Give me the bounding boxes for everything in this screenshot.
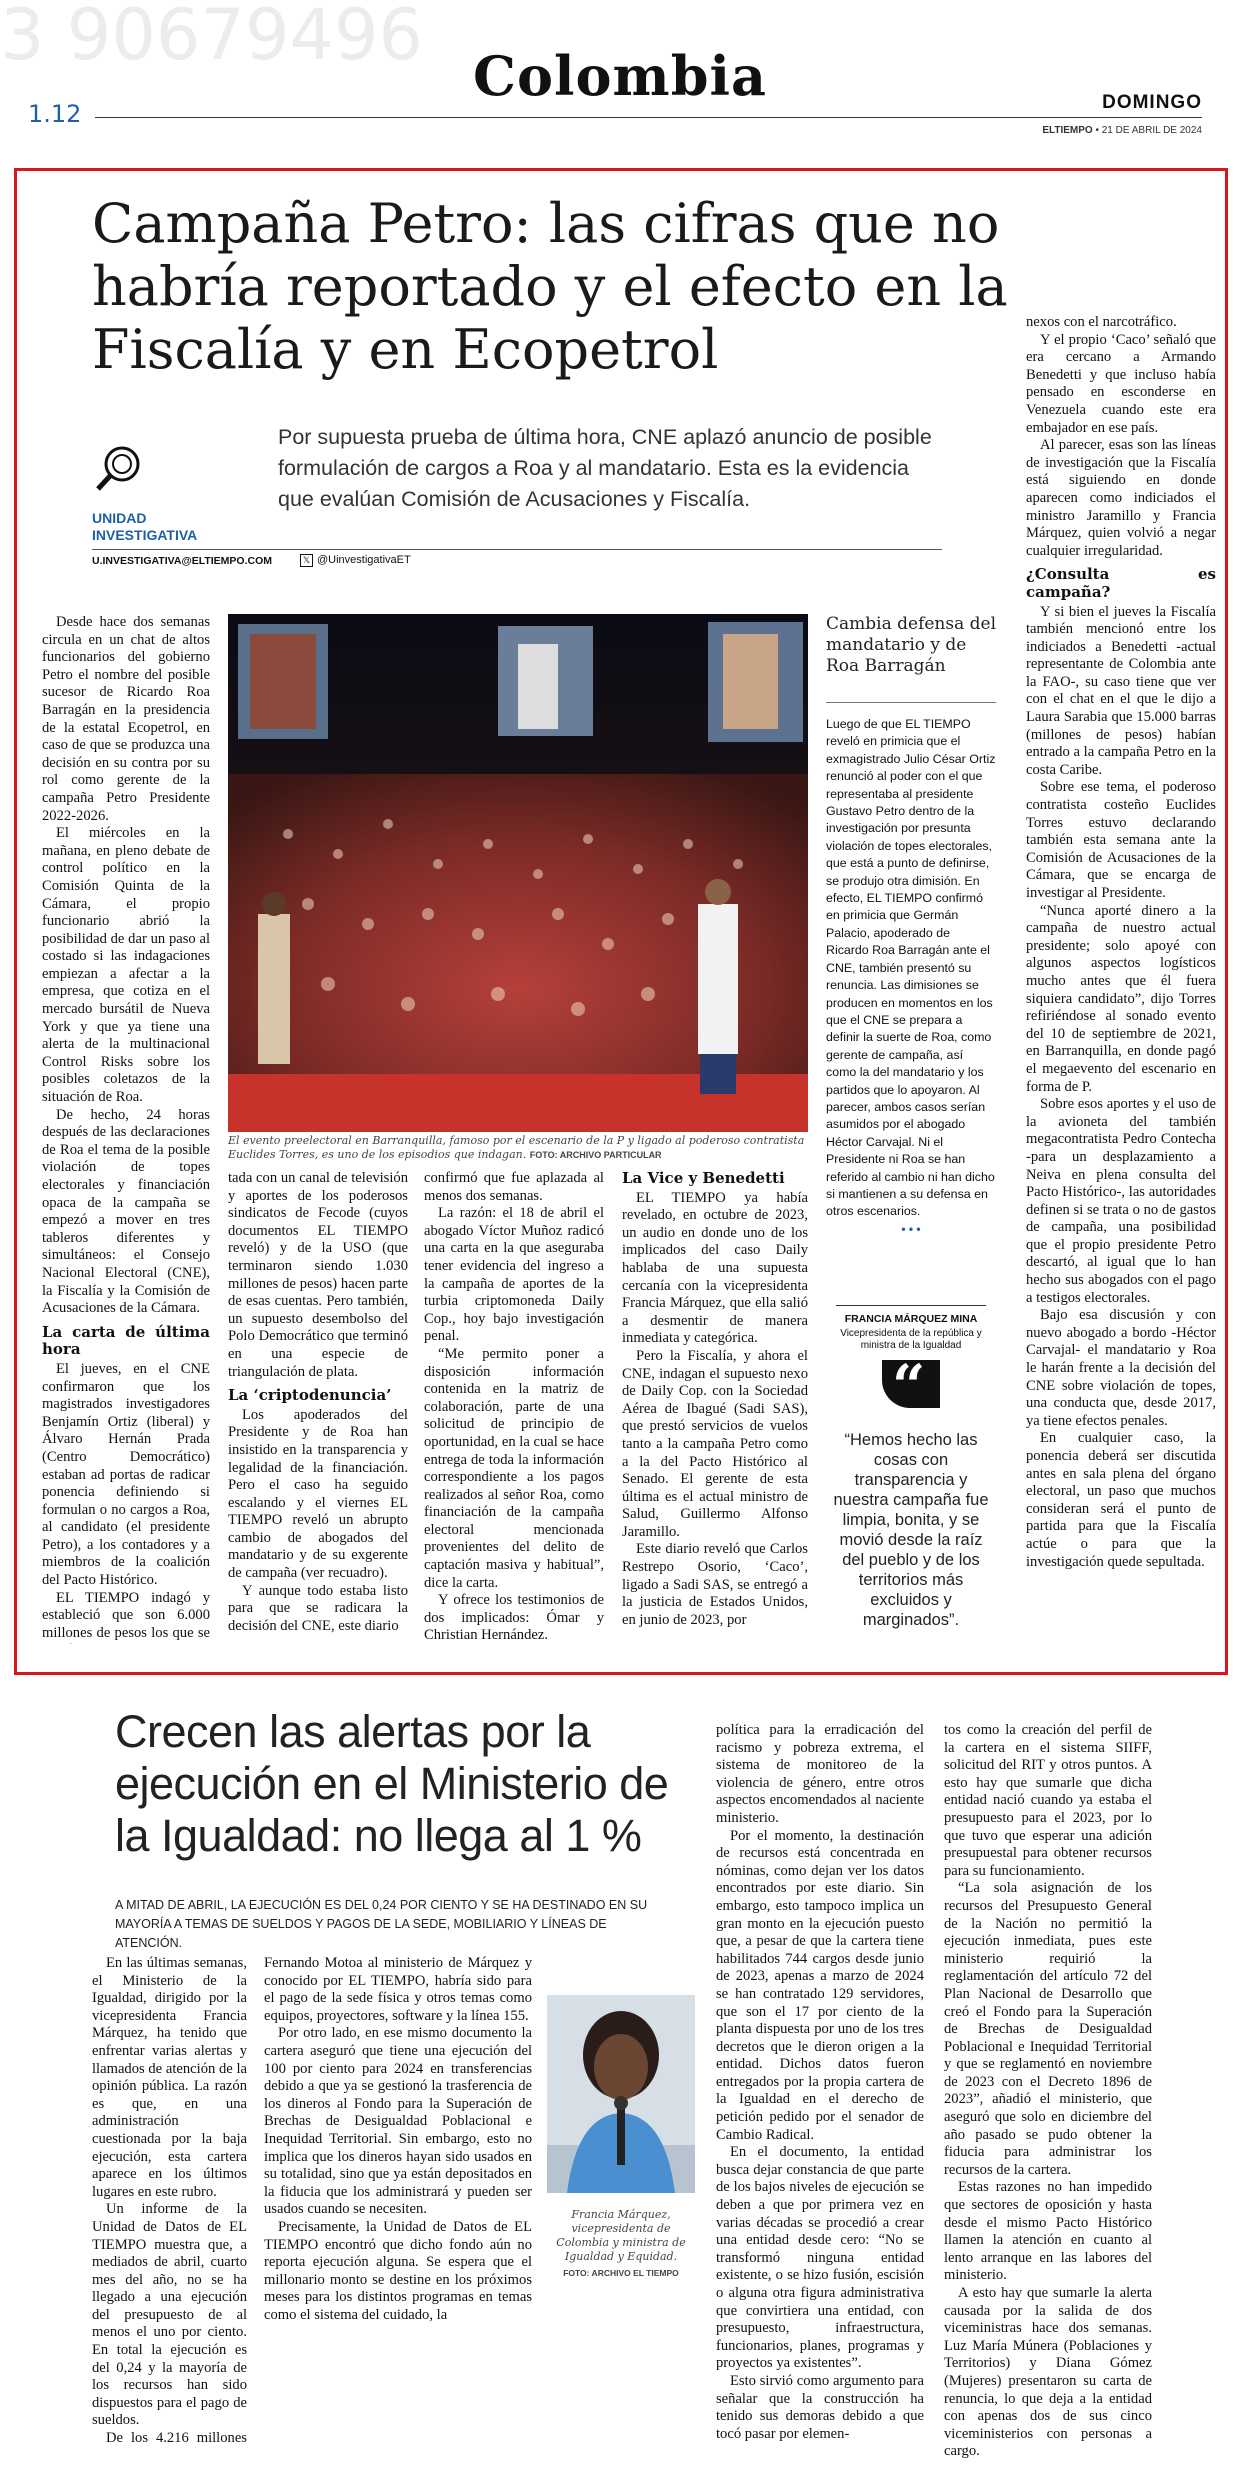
byline-email: U.INVESTIGATIVA@ELTIEMPO.COM bbox=[92, 555, 272, 567]
page-number bbox=[28, 100, 81, 128]
paragraph: Por otro lado, en ese mismo documento la cartera aseguró que tiene una ejecución del 100 por ciento para 2024 en transferencias debido a que ya se gestionó la trasferencia de los dineros al Fondo para la Superación de Brechas de Desigualdad Poblacional e Inequidad Territorial. Sin embargo, esto no implica que los dineros hayan sido usados en su totalidad, sino que ya están depositados en la fiducia que los administrará y pueden ser usados cuando se necesiten. bbox=[264, 2025, 532, 2218]
page-number-text: 1.12 bbox=[28, 100, 82, 128]
top-column-1 bbox=[42, 614, 210, 1644]
sidebar-dots: • • • bbox=[901, 1222, 921, 1236]
minister-photo bbox=[547, 1995, 695, 2193]
pull-quote: “Hemos hecho las cosas con transparencia y nuestra campaña fue limpia, bonita, y se movió desde la raíz del pueblo y de los territorios más excluidos y marginados”. bbox=[833, 1431, 989, 1629]
paragraph: Esto sirvió como argumento para señalar que la construcción ha tenido sus demoras debido a que tocó pasar por elemen- bbox=[716, 2372, 924, 2442]
sidebar-box-rule bbox=[826, 702, 996, 703]
paragraph: Sobre ese tema, el poderoso contratista costeño Euclides Torres estuvo declarando también esta semana ante la Comisión de Acusaciones de la Cámara, que se encarga de investigar al Presidente. bbox=[1026, 779, 1216, 901]
bottom-headline: Crecen las alertas por la ejecución en el Ministerio de la Igualdad: no llega al 1 % bbox=[115, 1706, 669, 1861]
paragraph: Los apoderados del Presidente y de Roa han insistido en la transparencia y legalidad de la financiación. Pero el caso ha seguido escalando y el viernes EL TIEMPO reveló un abrupto cambio de abogados del mandatario y de su exgerente de campaña (ver recuadro). bbox=[228, 1406, 408, 1582]
top-column-2 bbox=[228, 1170, 408, 1645]
paragraph: Pero la Fiscalía, y ahora el CNE, indagan el supuesto nexo de Daily Cop. con la Sociedad Aérea de Ibagué (Sadi SAS), que prestó servicios de vuelos tanto a la campaña Petro como a la del Pacto Histórico al Senado. El gerente de esta última es el actual ministro de Salud, Guillermo Alfonso Jaramillo. bbox=[622, 1347, 808, 1540]
subhead: ¿Consulta es campaña? bbox=[1026, 565, 1216, 601]
photo-caption-main-text: El evento preelectoral en Barranquilla, famoso por el escenario de la P y ligado al poderoso contratista Euclides Torres, es uno de los episodios que indagan. bbox=[228, 1134, 805, 1161]
paragraph: A esto hay que sumarle la alerta causada por la salida de dos viceministras hace dos semanas. Luz María Múnera (Poblaciones y Territorios) y Diana Gómez (Mujeres) presentaron su carta de renuncia, lo que deja a la entidad con apenas dos de sus cinco viceministerios con personas a cargo. bbox=[944, 2285, 1152, 2460]
paragraph: “Me permito poner a disposición información contenida en la matriz de colaboración, parte de una solicitud de principio de oportunidad, en la cual se hace entrega de toda la información correspondiente a los pagos realizados al señor Roa, como financiación de la campaña electoral mencionada provenientes del delito de captación masiva y habitual”, dice la carta. bbox=[424, 1345, 604, 1591]
unit-label: UNIDAD INVESTIGATIVA bbox=[92, 510, 198, 543]
paragraph: Y si bien el jueves la Fiscalía también mencionó entre los indiciados a Benedetti -actual representante de Colombia ante la FAO-, su caso tiene que ver con el chat en el que le dijo a Laura Sarabia que 15.000 barras (millones de pesos) habían entrado a la campaña Petro en la costa Caribe. bbox=[1026, 603, 1216, 778]
paragraph: Desde hace dos semanas circula en un chat de altos funcionarios del gobierno Petro el nombre del posible sucesor de Ricardo Roa Barragán en la presidencia de la estatal Ecopetrol, en caso de que se produzca una decisión en su contra por su rol como gerente de la campaña Petro Presidente 2022-2026. bbox=[42, 614, 210, 824]
top-column-4 bbox=[622, 1170, 808, 1645]
minister-photo-credit: FOTO: ARCHIVO EL TIEMPO bbox=[563, 2268, 679, 2278]
paragraph: Estas razones no han impedido que sectores de oposición y hasta desde el mismo Pacto Histórico llamen la atención en cuanto al lento arranque en las labores del ministerio. bbox=[944, 2179, 1152, 2284]
paragraph: En cualquier caso, la ponencia deberá ser discutida antes en sala plena del órgano electoral, un paso que muchos consideran será el punto de partida para que la Fiscalía actúe o para que la investigación quede sepultada. bbox=[1026, 1430, 1216, 1570]
section-title: Colombia bbox=[473, 44, 767, 108]
paragraph: Y ofrece los testimonios de dos implicados: Ómar y Christian Hernández. bbox=[424, 1592, 604, 1644]
social-handle bbox=[300, 554, 411, 567]
paragraph: política para la erradicación del racismo y pobreza extrema, el sistema de monitoreo de la violencia de género, entre otros aspectos encomendados al naciente ministerio. bbox=[716, 1722, 924, 1826]
header-rule bbox=[95, 117, 1202, 118]
paragraph: El jueves, en el CNE confirmaron que los magistrados investigadores Benjamín Ortiz (liberal) y Álvaro Hernán Prada (Centro Democrático) estaban ad portas de radicar ponencia definiendo si formulan o no cargos a Roa, al candidato (el presidente Petro), a los contadores y a miembros de la coalición del Pacto Histórico. bbox=[42, 1360, 210, 1589]
paragraph: tada con un canal de televisión y aportes de los poderosos sindicatos de Fecode (cuyos documentos EL TIEMPO reveló) y de la USO (que terminaron siendo 1.030 millones de pesos) hacen parte de esas cuentas. Pero también, un supuesto desembolso del Polo Democrático que terminó en una especie de triangulación de plata. bbox=[228, 1170, 408, 1380]
page-watermark: 3 90679496 bbox=[0, 0, 424, 76]
paragraph: De los 4.216 millones bbox=[106, 2430, 247, 2445]
sidebar-box-text: Luego de que EL TIEMPO reveló en primicia que el exmagistrado Julio César Ortiz renunció al poder con el que representaba al presidente Gustavo Petro dentro de la investigación por presunta violación de topes electorales, que está a punto de definirse, se produjo otra dimisión. En efecto, EL TIEMPO confirmó en primicia que Germán Palacio, apoderado de Ricardo Roa Barragán ante el CNE, también presentó su renuncia. Las dimisiones se producen en momentos en los que el CNE se prepara a definir la suerte de Roa, como gerente de campaña, así como la del mandatario y los partidos que lo apoyaron. Al parecer, ambos casos serían asumidos por el abogado Héctor Carvajal. Ni el Presidente ni Roa se han referido al cambio ni han dicho si mantienen a su defensa en otros escenarios. bbox=[826, 717, 996, 1219]
paragraph: Por el momento, la destinación de recursos está concentrada en nóminas, como dejan ver los datos encontrados por este diario. Sin embargo, esto tampoco implica un gran monto en la ejecución puesto que, a pesar de que la cartera tiene habilitados 744 cargos desde junio de 2023, apenas a marzo de 2024 se han contratado 129 servidores, que son el 17 por ciento de la planta dispuesta por uno de los tres decretos que le dieron origen a la entidad. Dichos datos fueron entregados por la propia cartera de la Igualdad en el derecho de petición pedido por el senador de Cambio Radical. bbox=[716, 1827, 924, 2143]
paragraph: “La sola asignación de los recursos del Presupuesto General de la Nación no permitió la ejecución inmediata, pues este ministerio requirió la reglamentación del artículo 72 del Plan Nacional de Desarrollo que creó el Fondo para la Superación de Brechas de Desigualdad Poblacional e Inequidad Territorial y que se reglamentó en noviembre de 2023 con el Decreto 1896 de 2023”, añadió el ministerio, que aseguró que solo en diciembre del año pasado se pudo obtener la fiducia para administrar los recursos de la cartera. bbox=[944, 1880, 1152, 2178]
paragraph: Este diario reveló que Carlos Restrepo Osorio, ‘Caco’, ligado a Sadi SAS, se entregó a la justicia de Estados Unidos, en junio de 2023, por bbox=[622, 1541, 808, 1628]
top-column-5 bbox=[1026, 314, 1216, 1649]
paragraph: EL TIEMPO indagó y estableció que son 6.000 millones de pesos los que se bbox=[42, 1589, 210, 1641]
header-date-text: • 21 DE ABRIL DE 2024 bbox=[1092, 125, 1202, 136]
event-photo bbox=[228, 614, 808, 1132]
paragraph: La razón: el 18 de abril el abogado Víctor Muñoz radicó una carta en la que aseguraba tener evidencia del ingreso a la campaña de aportes de la turbia criptomoneda Daily Cop., hoy bajo investigación penal. bbox=[424, 1205, 604, 1345]
paragraph: “Nunca aporté dinero a la campaña de nuestro actual presidente; solo apoyé con algunos aspectos logísticos mucho antes que él fuera siquiera candidato”, dijo Torres refiriéndose al sonado evento del 10 de septiembre de 2021, en Barranquilla, en donde pagó el megaevento del escenario en forma de P. bbox=[1026, 902, 1216, 1095]
paragraph: En el documento, la entidad busca dejar constancia de que parte de los bajos niveles de ejecución se deben a que por primera vez en varias décadas se procedió a crear una entidad desde cero: “No se transformó ninguna entidad existente, o se hizo fusión, escisión o alguna otra figura administrativa que convirtiera una entidad, con presupuesto, infraestructura, funcionarios, planes, programas y proyectos ya existentes”. bbox=[716, 2144, 924, 2372]
minister-photo-caption: Francia Márquez, vicepresidenta de Colombia y ministra de Igualdad y Equidad. bbox=[556, 2208, 686, 2263]
bottom-column-3 bbox=[716, 1722, 924, 2462]
quote-rule bbox=[836, 1305, 986, 1306]
paragraph: Al parecer, esas son las líneas de investigación que la Fiscalía está siguiendo en donde aparecen como indiciados el ministro Jaramillo y Francia Márquez, quien volvió a negar cualquier irregularidad. bbox=[1026, 437, 1216, 559]
paragraph: tos como la creación del perfil de la cartera en el sistema SIIFF, solicitud del RIT y otros puntos. A esto hay que sumarle que dicha entidad nació cuando ya estaba el presupuesto para el 2023, por lo que tuvo que esperar una adición presupuestal para obtener recursos para su funcionamiento. bbox=[944, 1722, 1152, 1879]
subhead: La ‘criptodenuncia’ bbox=[228, 1386, 392, 1405]
svg-text:“: “ bbox=[892, 1360, 926, 1408]
paragraph: El miércoles en la mañana, en pleno debate de control político en la Comisión Quinta de la Cámara, el propio funcionario abrió la posibilidad de dar un paso al costado si las indagaciones empiezan a afectar a la empresa, que cotiza en el mercado bursátil de Nueva York y que ya tiene una alerta de la multinacional Control Risks sobre los posibles coletazos de la situación de Roa. bbox=[42, 825, 210, 1106]
quote-role: Vicepresidenta de la república y ministra de la Igualdad bbox=[840, 1328, 982, 1351]
paragraph: confirmó que fue aplazada al menos dos semanas. bbox=[424, 1170, 604, 1204]
paragraph: Precisamente, la Unidad de Datos de EL TIEMPO encontró que dicho fondo aún no reporta ejecución alguna. Se espera que el millonario monto se destine en los próximos meses para los distintos programas en temas como el sistema del cuidado, la bbox=[264, 2218, 532, 2323]
header-brand: ELTIEMPO bbox=[1042, 125, 1093, 136]
bottom-column-1 bbox=[92, 1955, 247, 2445]
header-day: DOMINGO bbox=[1102, 92, 1202, 113]
paragraph: nexos con el narcotráfico. bbox=[1026, 314, 1177, 330]
paragraph: Bajo esa discusión y con nuevo abogado a bordo -Héctor Carvajal- el mandatario y Roa le harán frente a la decisión del CNE sobre violación de topes, una conducta que, desde 2017, ya tiene efectos penales. bbox=[1026, 1307, 1216, 1429]
top-headline: Campaña Petro: las cifras que no habría reportado y el efecto en la Fiscalía y en Ecopetrol bbox=[92, 192, 1008, 381]
paragraph: EL TIEMPO ya había revelado, en octubre de 2023, un audio en donde uno de los implicados del caso Daily hablaba de una supuesta cercanía con la vicepresidenta Francia Márquez, que ella salió a desmentir de manera inmediata y categórica. bbox=[622, 1189, 808, 1347]
paragraph: De hecho, 24 horas después de las declaraciones de Roa el tema de la posible violación de topes electorales y financiación opaca de la campaña se empezó a mover en tres tableros diferentes y simultáneos: el Consejo Nacional Electoral (CNE), la Fiscalía y la Comisión de Acusaciones de la Cámara. bbox=[42, 1106, 210, 1317]
paragraph: Fernando Motoa al ministerio de Márquez y conocido por EL TIEMPO, habría sido para el pago de la sede física y otros temas como equipos, proyectores, software y la línea 155. bbox=[264, 1955, 532, 2024]
header-date bbox=[1042, 125, 1202, 136]
magnifier-icon bbox=[94, 442, 146, 494]
paragraph: Un informe de la Unidad de Datos de EL TIEMPO muestra que, a mediados de abril, cuarto mes del año, no se ha llegado a una ejecución del presupuesto de al menos el uno por ciento. En total la ejecución es del 0,24 y la mayoría de los recursos han sido dispuestos para el pago de sueldos. bbox=[92, 2201, 247, 2429]
bottom-column-2 bbox=[264, 1955, 532, 2445]
photo-caption-main bbox=[228, 1134, 808, 1162]
paragraph: Y aunque todo estaba listo para que se radicara la decisión del CNE, este diario bbox=[228, 1582, 408, 1634]
paragraph: Sobre esos aportes y el uso de la avioneta del también megacontratista Pedro Contecha -para un desplazamiento a Neiva en plena consulta del Pacto Histórico-, las autoridades definen si se trata o no de gastos de campaña, una posibilidad que el propio presidente Petro descartó, al igual que lo han hecho sus abogados con el pago a testigos electorales. bbox=[1026, 1096, 1216, 1306]
bottom-dek: A MITAD DE ABRIL, LA EJECUCIÓN ES DEL 0,24 POR CIENTO Y SE HA DESTINADO EN SU MAYORÍA A TEMAS DE SUELDOS Y PAGOS DE LA SEDE, MOBILIARIO Y LÍNEAS DE ATENCIÓN. bbox=[115, 1898, 648, 1950]
byline-rule bbox=[92, 549, 942, 550]
x-social-icon: 𝕏 bbox=[300, 554, 313, 567]
paragraph: En las últimas semanas, el Ministerio de la Igualdad, dirigido por la vicepresidenta Francia Márquez, ha tenido que enfrentar varias alertas y llamados de atención de la opinión pública. La razón es que, en una administración cuestionada por la baja ejecución, esta cartera aparece en los últimos lugares en este rubro. bbox=[92, 1955, 247, 2200]
photo-credit-main: FOTO: ARCHIVO PARTICULAR bbox=[529, 1150, 662, 1160]
bottom-column-4 bbox=[944, 1722, 1152, 2462]
subhead: La Vice y Benedetti bbox=[622, 1170, 785, 1187]
dek: Por supuesta prueba de última hora, CNE aplazó anuncio de posible formulación de cargos a Roa y al mandatario. Esta es la evidencia que evalúan Comisión de Acusaciones y Fiscalía. bbox=[278, 425, 932, 511]
paragraph: Y el propio ‘Caco’ señaló que era cercano a Armando Benedetti y que incluso había pensado en esconderse en Venezuela cuando este era embajador en ese país. bbox=[1026, 331, 1216, 436]
subhead: La carta de última hora bbox=[42, 1322, 210, 1359]
social-handle-text: @UinvestigativaET bbox=[317, 554, 411, 566]
quote-name: FRANCIA MÁRQUEZ MINA bbox=[844, 1313, 978, 1325]
top-column-3 bbox=[424, 1170, 604, 1645]
quote-mark-icon bbox=[882, 1360, 940, 1408]
sidebar-box-title: Cambia defensa del mandatario y de Roa Barragán bbox=[826, 614, 997, 676]
